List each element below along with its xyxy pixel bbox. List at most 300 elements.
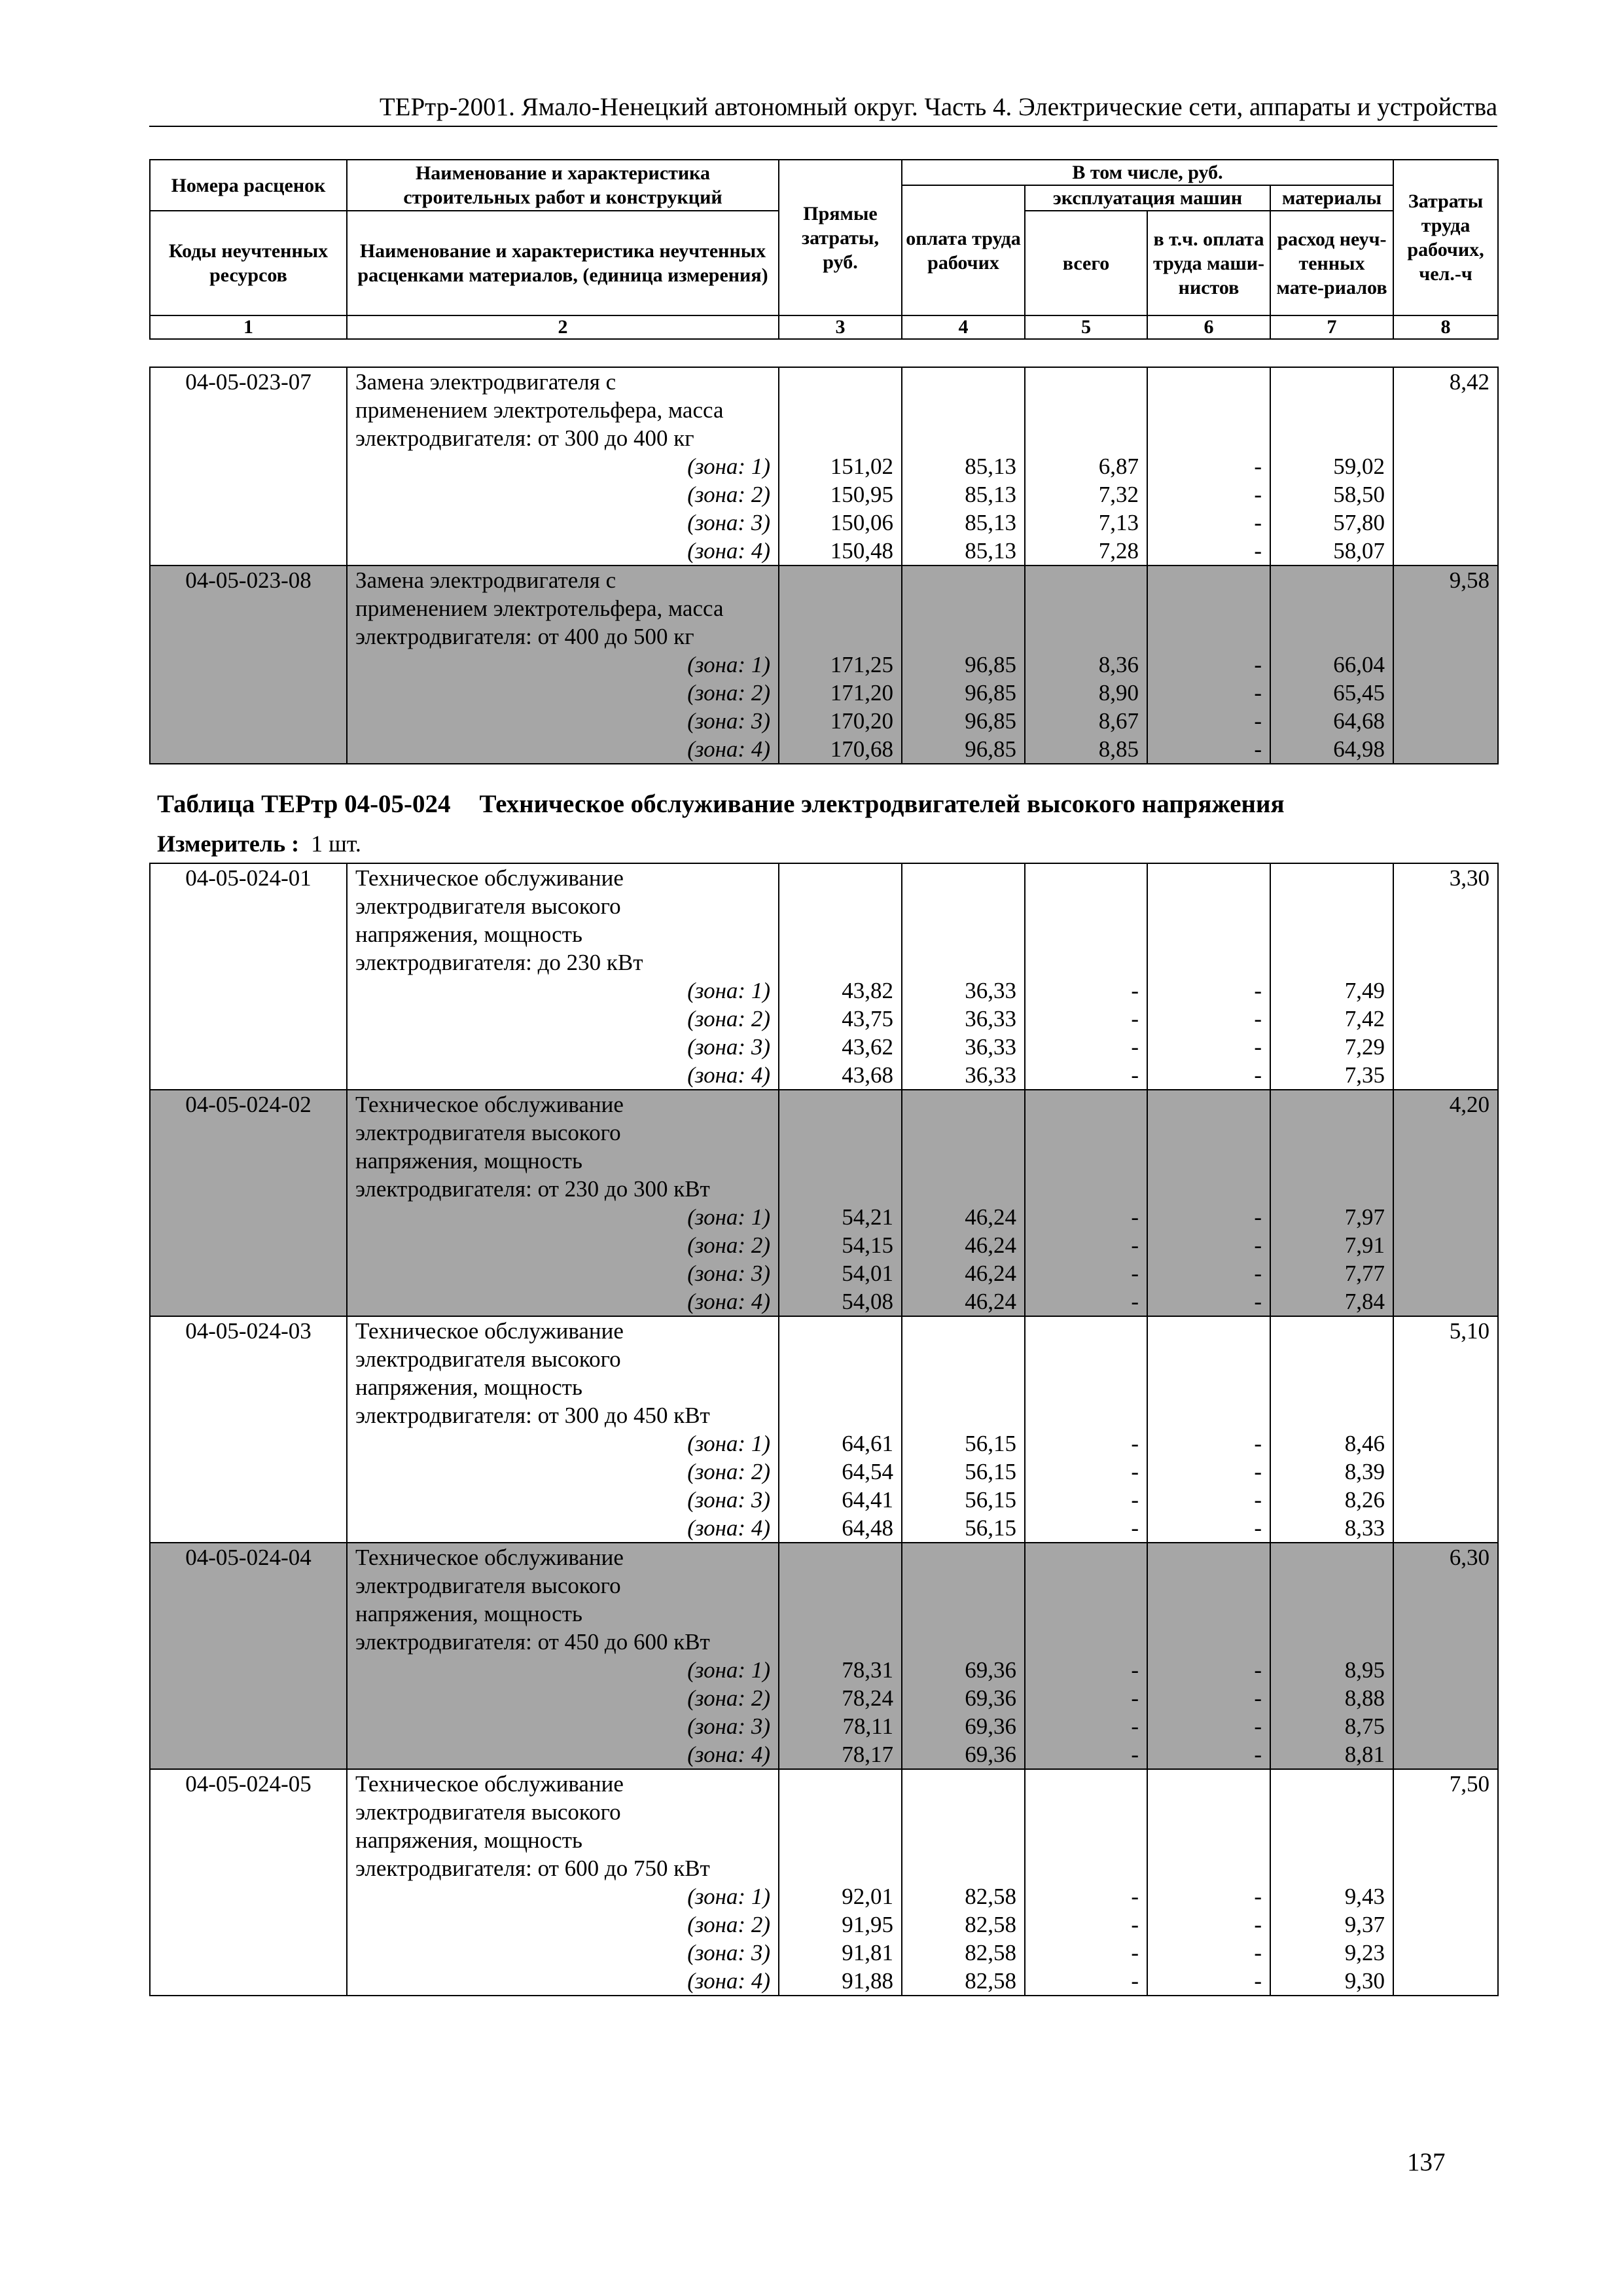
blank-line (1156, 1373, 1262, 1401)
description-line: Техническое обслуживание (355, 865, 624, 891)
machines-total-value: - (1131, 1685, 1139, 1711)
col-c4-cell (902, 1543, 1025, 1769)
machines-total-value: 8,67 (1098, 708, 1139, 734)
machines-total-value: - (1131, 1515, 1139, 1541)
description-line: напряжения, мощность (355, 1148, 582, 1174)
blank-line (787, 1119, 893, 1147)
direct-costs-value: 43,75 (842, 1006, 893, 1031)
blank-line (910, 1543, 1016, 1571)
col-c6-cell (1147, 367, 1270, 565)
description-line: электродвигателя высокого (355, 1573, 621, 1598)
blank-line (1033, 920, 1139, 948)
machines-total-value: 7,13 (1098, 510, 1139, 535)
machinist-wages-value: - (1254, 1006, 1262, 1031)
col-c7-cell (1270, 1769, 1393, 1996)
materials-value: 7,91 (1344, 1232, 1385, 1258)
rate-code: 04-05-024-03 (150, 1316, 347, 1543)
blank-line (910, 1770, 1016, 1798)
blank-line (910, 1826, 1016, 1854)
blank-line (1156, 1600, 1262, 1628)
blank-line (787, 1317, 893, 1345)
col-c4-cell (902, 1316, 1025, 1543)
blank-line (1033, 1798, 1139, 1826)
machines-total-value: 6,87 (1098, 454, 1139, 479)
wages-value: 69,36 (965, 1657, 1016, 1683)
direct-costs-value: 64,48 (842, 1515, 893, 1541)
direct-costs-value: 151,02 (830, 454, 893, 479)
table-title (157, 789, 1285, 820)
blank-line (1033, 1090, 1139, 1119)
materials-value: 7,29 (1344, 1034, 1385, 1060)
machines-total-value: - (1131, 1261, 1139, 1286)
blank-line (1156, 892, 1262, 920)
zone-label: (зона: 1) (687, 978, 770, 1003)
blank-line (787, 1571, 893, 1600)
labor-hours-value: 9,58 (1393, 565, 1498, 764)
col-c6-cell (1147, 565, 1270, 764)
blank-line (787, 1345, 893, 1373)
materials-value: 8,26 (1344, 1487, 1385, 1513)
wages-value: 96,85 (965, 736, 1016, 762)
machines-total-value: - (1131, 1062, 1139, 1088)
table-title-id: Таблица ТЕРтр 04-05-024 (157, 790, 451, 818)
col-c6-cell (1147, 1090, 1270, 1316)
col-c4-cell (902, 863, 1025, 1090)
blank-line (1156, 1628, 1262, 1656)
blank-line (787, 892, 893, 920)
blank-line (910, 396, 1016, 424)
wages-value: 46,24 (965, 1289, 1016, 1314)
materials-value: 8,46 (1344, 1431, 1385, 1456)
blank-line (1279, 1373, 1385, 1401)
direct-costs-value: 91,95 (842, 1912, 893, 1937)
description-line: Техническое обслуживание (355, 1771, 624, 1797)
description-line: электродвигателя: от 600 до 750 кВт (355, 1856, 710, 1881)
blank-line (910, 1571, 1016, 1600)
table-row (150, 565, 1498, 764)
machinist-wages-value: - (1254, 652, 1262, 677)
col-labor-hours-label: Затраты труда рабочих, чел.-ч (1393, 160, 1498, 315)
work-description (347, 1543, 779, 1769)
blank-line (787, 920, 893, 948)
wages-value: 36,33 (965, 978, 1016, 1003)
materials-value: 8,81 (1344, 1742, 1385, 1767)
blank-line (910, 1401, 1016, 1429)
zone-label: (зона: 2) (687, 1006, 770, 1031)
blank-line (1279, 1175, 1385, 1203)
blank-line (1279, 948, 1385, 977)
machinist-wages-value: - (1254, 1431, 1262, 1456)
col-materials-label: расход неуч-тенных мате-риалов (1270, 211, 1393, 315)
labor-hours-value: 5,10 (1393, 1316, 1498, 1543)
col-c5-cell (1025, 565, 1147, 764)
wages-value: 69,36 (965, 1713, 1016, 1739)
blank-line (910, 424, 1016, 452)
blank-line (1156, 1090, 1262, 1119)
materials-value: 9,30 (1344, 1968, 1385, 1994)
blank-line (1033, 1628, 1139, 1656)
page-number: 137 (1407, 2148, 1446, 2176)
blank-line (1156, 1401, 1262, 1429)
materials-value: 8,95 (1344, 1657, 1385, 1683)
unit-value: 1 шт. (311, 831, 361, 857)
blank-line (1279, 396, 1385, 424)
machines-total-value: - (1131, 1431, 1139, 1456)
blank-line (1156, 948, 1262, 977)
blank-line (1279, 1798, 1385, 1826)
col-c3-cell (779, 1769, 902, 1996)
zone-label: (зона: 3) (687, 1487, 770, 1513)
materials-value: 66,04 (1333, 652, 1385, 677)
machinist-wages-value: - (1254, 1884, 1262, 1909)
blank-line (1279, 1317, 1385, 1345)
work-description (347, 863, 779, 1090)
machinist-wages-value: - (1254, 1459, 1262, 1484)
machinist-wages-value: - (1254, 708, 1262, 734)
zone-label: (зона: 3) (687, 1940, 770, 1965)
blank-line (1279, 920, 1385, 948)
blank-line (1279, 1770, 1385, 1798)
wages-value: 96,85 (965, 708, 1016, 734)
col-c5-cell (1025, 367, 1147, 565)
col-c4-cell (902, 1090, 1025, 1316)
direct-costs-value: 78,31 (842, 1657, 893, 1683)
wages-value: 69,36 (965, 1685, 1016, 1711)
machines-total-value: - (1131, 1884, 1139, 1909)
materials-value: 58,50 (1333, 482, 1385, 507)
col-material-name-label: Наименование и характеристика неучтенных расценками материалов, (единица измерения) (347, 211, 779, 315)
machinist-wages-value: - (1254, 1232, 1262, 1258)
direct-costs-value: 150,95 (830, 482, 893, 507)
blank-line (910, 368, 1016, 396)
description-line: электродвигателя: от 300 до 450 кВт (355, 1403, 710, 1428)
blank-line (1279, 1345, 1385, 1373)
direct-costs-value: 150,06 (830, 510, 893, 535)
col-work-name-label: Наименование и характеристика строительных работ и конструкций (347, 160, 779, 211)
wages-value: 85,13 (965, 454, 1016, 479)
col-c3-cell (779, 1543, 902, 1769)
materials-value: 9,43 (1344, 1884, 1385, 1909)
col-c7-cell (1270, 863, 1393, 1090)
direct-costs-value: 54,08 (842, 1289, 893, 1314)
blank-line (1279, 1543, 1385, 1571)
materials-value: 57,80 (1333, 510, 1385, 535)
wages-value: 36,33 (965, 1062, 1016, 1088)
blank-line (910, 1317, 1016, 1345)
zone-label: (зона: 1) (687, 1657, 770, 1683)
blank-line (1279, 424, 1385, 452)
work-description (347, 1316, 779, 1543)
blank-line (1033, 622, 1139, 651)
description-line: напряжения, мощность (355, 1601, 582, 1626)
blank-line (1033, 1600, 1139, 1628)
blank-line (1279, 594, 1385, 622)
machinist-wages-value: - (1254, 482, 1262, 507)
col-number: 1 (150, 315, 347, 339)
blank-line (1033, 1147, 1139, 1175)
wages-value: 82,58 (965, 1940, 1016, 1965)
col-c7-cell (1270, 1543, 1393, 1769)
zone-label: (зона: 3) (687, 1713, 770, 1739)
blank-line (1033, 594, 1139, 622)
description-line: электродвигателя высокого (355, 1120, 621, 1145)
blank-line (1156, 368, 1262, 396)
direct-costs-value: 91,88 (842, 1968, 893, 1994)
materials-value: 8,75 (1344, 1713, 1385, 1739)
col-c3-cell (779, 863, 902, 1090)
description-line: напряжения, мощность (355, 1827, 582, 1853)
blank-line (1156, 1770, 1262, 1798)
blank-line (910, 892, 1016, 920)
machines-total-value: 7,28 (1098, 538, 1139, 564)
blank-line (1156, 1175, 1262, 1203)
col-resource-codes-label: Коды неучтенных ресурсов (150, 211, 347, 315)
blank-line (1156, 594, 1262, 622)
col-c3-cell (779, 1316, 902, 1543)
labor-hours-value: 7,50 (1393, 1769, 1498, 1996)
blank-line (1033, 1317, 1139, 1345)
blank-line (1156, 1345, 1262, 1373)
table-row (150, 1090, 1498, 1316)
blank-line (787, 1798, 893, 1826)
description-line: электродвигателя высокого (355, 1799, 621, 1825)
col-c7-cell (1270, 367, 1393, 565)
col-number: 5 (1025, 315, 1147, 339)
machinist-wages-value: - (1254, 454, 1262, 479)
col-c5-cell (1025, 1543, 1147, 1769)
direct-costs-value: 78,11 (842, 1713, 893, 1739)
direct-costs-value: 64,61 (842, 1431, 893, 1456)
col-c7-cell (1270, 565, 1393, 764)
blank-line (1156, 920, 1262, 948)
col-c4-cell (902, 1769, 1025, 1996)
blank-line (1279, 892, 1385, 920)
col-c7-cell (1270, 1316, 1393, 1543)
machines-total-value: - (1131, 1459, 1139, 1484)
direct-costs-value: 91,81 (842, 1940, 893, 1965)
blank-line (1156, 1147, 1262, 1175)
blank-line (787, 622, 893, 651)
blank-line (787, 1628, 893, 1656)
machinist-wages-value: - (1254, 1289, 1262, 1314)
col-machines-total-label: всего (1025, 211, 1147, 315)
zone-label: (зона: 3) (687, 708, 770, 734)
machinist-wages-value: - (1254, 680, 1262, 706)
blank-line (1156, 1571, 1262, 1600)
blank-line (1279, 1090, 1385, 1119)
rate-code: 04-05-023-08 (150, 565, 347, 764)
zone-label: (зона: 2) (687, 482, 770, 507)
machinist-wages-value: - (1254, 510, 1262, 535)
direct-costs-value: 78,24 (842, 1685, 893, 1711)
blank-line (787, 1770, 893, 1798)
zone-label: (зона: 4) (687, 538, 770, 564)
description-line: электродвигателя: от 400 до 500 кг (355, 624, 694, 649)
blank-line (1033, 1770, 1139, 1798)
zone-label: (зона: 2) (687, 1459, 770, 1484)
machinist-wages-value: - (1254, 1034, 1262, 1060)
blank-line (1156, 1317, 1262, 1345)
blank-line (1279, 1401, 1385, 1429)
blank-line (910, 622, 1016, 651)
wages-value: 36,33 (965, 1006, 1016, 1031)
zone-label: (зона: 1) (687, 1204, 770, 1230)
zone-label: (зона: 4) (687, 736, 770, 762)
zone-label: (зона: 1) (687, 1431, 770, 1456)
col-machines-group-label: эксплуатация машин (1025, 185, 1270, 211)
blank-line (1033, 1373, 1139, 1401)
blank-line (787, 1147, 893, 1175)
machinist-wages-value: - (1254, 1968, 1262, 1994)
machines-total-value: 8,90 (1098, 680, 1139, 706)
machines-total-value: - (1131, 1289, 1139, 1314)
description-line: напряжения, мощность (355, 1374, 582, 1400)
col-number: 8 (1393, 315, 1498, 339)
blank-line (1033, 1826, 1139, 1854)
col-c6-cell (1147, 1769, 1270, 1996)
blank-line (1279, 1628, 1385, 1656)
col-c7-cell (1270, 1090, 1393, 1316)
machines-total-value: - (1131, 1204, 1139, 1230)
col-c5-cell (1025, 863, 1147, 1090)
materials-value: 9,37 (1344, 1912, 1385, 1937)
blank-line (1156, 864, 1262, 892)
labor-hours-value: 6,30 (1393, 1543, 1498, 1769)
unit-line (157, 829, 361, 858)
blank-line (910, 1090, 1016, 1119)
direct-costs-value: 43,62 (842, 1034, 893, 1060)
machines-total-value: - (1131, 1232, 1139, 1258)
table-row (150, 1769, 1498, 1996)
description-line: Техническое обслуживание (355, 1318, 624, 1344)
blank-line (910, 1345, 1016, 1373)
materials-value: 7,42 (1344, 1006, 1385, 1031)
labor-hours-value: 4,20 (1393, 1090, 1498, 1316)
blank-line (787, 1401, 893, 1429)
table-title-name: Техническое обслуживание электродвигателей высокого напряжения (479, 790, 1285, 818)
blank-line (1033, 892, 1139, 920)
zone-label: (зона: 2) (687, 1685, 770, 1711)
machines-total-value: - (1131, 978, 1139, 1003)
zone-label: (зона: 1) (687, 1884, 770, 1909)
col-number: 3 (779, 315, 902, 339)
blank-line (910, 920, 1016, 948)
zone-label: (зона: 4) (687, 1515, 770, 1541)
blank-line (1033, 566, 1139, 594)
zone-label: (зона: 4) (687, 1968, 770, 1994)
description-line: электродвигателя высокого (355, 893, 621, 919)
wages-value: 82,58 (965, 1968, 1016, 1994)
rate-code: 04-05-024-04 (150, 1543, 347, 1769)
blank-line (1156, 566, 1262, 594)
blank-line (910, 1119, 1016, 1147)
machines-total-value: - (1131, 1713, 1139, 1739)
direct-costs-value: 170,68 (830, 736, 893, 762)
col-number: 4 (902, 315, 1025, 339)
zone-label: (зона: 2) (687, 680, 770, 706)
materials-value: 7,84 (1344, 1289, 1385, 1314)
rate-code: 04-05-024-01 (150, 863, 347, 1090)
blank-line (787, 1175, 893, 1203)
blank-line (1033, 1854, 1139, 1882)
materials-value: 7,77 (1344, 1261, 1385, 1286)
table-header (149, 159, 1499, 340)
blank-line (1033, 1345, 1139, 1373)
col-rate-numbers-label: Номера расценок (150, 160, 347, 211)
machinist-wages-value: - (1254, 978, 1262, 1003)
blank-line (1033, 1119, 1139, 1147)
blank-line (1279, 1147, 1385, 1175)
description-line: электродвигателя: от 450 до 600 кВт (355, 1629, 710, 1655)
direct-costs-value: 92,01 (842, 1884, 893, 1909)
machinist-wages-value: - (1254, 1940, 1262, 1965)
table-row (150, 1316, 1498, 1543)
blank-line (910, 566, 1016, 594)
description-line: электродвигателя: от 230 до 300 кВт (355, 1176, 710, 1202)
table-row (150, 863, 1498, 1090)
col-number: 2 (347, 315, 779, 339)
description-line: электродвигателя: до 230 кВт (355, 950, 643, 975)
direct-costs-value: 43,68 (842, 1062, 893, 1088)
machines-total-value: 7,32 (1098, 482, 1139, 507)
description-line: напряжения, мощность (355, 922, 582, 947)
direct-costs-value: 171,25 (830, 652, 893, 677)
blank-line (1279, 1571, 1385, 1600)
col-c3-cell (779, 565, 902, 764)
machinist-wages-value: - (1254, 1062, 1262, 1088)
machinist-wages-value: - (1254, 1685, 1262, 1711)
direct-costs-value: 43,82 (842, 978, 893, 1003)
work-description (347, 1769, 779, 1996)
col-c3-cell (779, 367, 902, 565)
zone-label: (зона: 2) (687, 1912, 770, 1937)
blank-line (1033, 1401, 1139, 1429)
blank-line (787, 594, 893, 622)
rates-table-024 (149, 863, 1499, 1996)
blank-line (910, 1854, 1016, 1882)
col-materials-group-label: материалы (1270, 185, 1393, 211)
blank-line (1156, 1798, 1262, 1826)
blank-line (787, 1543, 893, 1571)
machines-total-value: - (1131, 1657, 1139, 1683)
machines-total-value: - (1131, 1968, 1139, 1994)
zone-label: (зона: 4) (687, 1289, 770, 1314)
machinist-wages-value: - (1254, 1912, 1262, 1937)
col-number: 6 (1147, 315, 1270, 339)
blank-line (787, 1373, 893, 1401)
wages-value: 56,15 (965, 1487, 1016, 1513)
zone-label: (зона: 3) (687, 510, 770, 535)
direct-costs-value: 54,15 (842, 1232, 893, 1258)
col-direct-costs-label: Прямые затраты, руб. (779, 160, 902, 315)
blank-line (1279, 1600, 1385, 1628)
machines-total-value: - (1131, 1487, 1139, 1513)
blank-line (787, 368, 893, 396)
direct-costs-value: 171,20 (830, 680, 893, 706)
machinist-wages-value: - (1254, 1487, 1262, 1513)
blank-line (787, 864, 893, 892)
blank-line (1279, 1119, 1385, 1147)
wages-value: 46,24 (965, 1261, 1016, 1286)
zone-label: (зона: 1) (687, 454, 770, 479)
col-c5-cell (1025, 1316, 1147, 1543)
materials-value: 64,68 (1333, 708, 1385, 734)
direct-costs-value: 54,01 (842, 1261, 893, 1286)
machinist-wages-value: - (1254, 1742, 1262, 1767)
col-c6-cell (1147, 1543, 1270, 1769)
direct-costs-value: 150,48 (830, 538, 893, 564)
blank-line (787, 1826, 893, 1854)
